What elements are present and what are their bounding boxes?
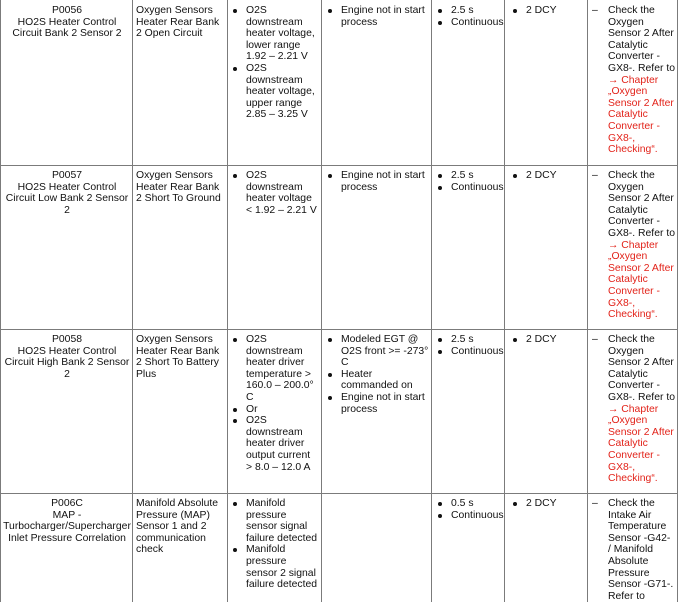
action-cell (592, 170, 676, 321)
table-row (0, 165, 678, 329)
action-text (592, 334, 676, 485)
time-item: 2.5 s (437, 5, 497, 17)
fault-code: P0058 (51, 334, 83, 345)
enable-condition-item: Heater commanded on (327, 369, 429, 392)
description-cell (136, 334, 224, 380)
criteria-cell (232, 334, 318, 473)
criteria-list (232, 334, 318, 473)
criteria-item: O2S downstream heater voltage, upper range 2.85 – 3.25 V (232, 63, 318, 121)
fault-name: HO2S Heater Control Circuit Low Bank 2 Sensor 2 (5, 181, 129, 216)
table-row (0, 493, 678, 602)
description-cell (136, 498, 224, 556)
fault-name: MAP - Turbocharger/Supercharger Inlet Pressure Correlation (3, 509, 131, 544)
fault-code-cell (3, 5, 131, 40)
fault-code: P0056 (51, 5, 83, 16)
action-instruction: Check the Oxygen Sensor 2 After Catalytic Converter - GX8-. Refer to (608, 5, 675, 74)
criteria-list (232, 170, 318, 216)
dash-marker: – (592, 334, 598, 345)
fault-code-cell (3, 334, 131, 380)
fault-description: Oxygen Sensors Heater Rear Bank 2 Short To Battery Plus (136, 334, 220, 380)
criteria-item: O2S downstream heater voltage, lower range 1.92 – 2.21 V (232, 5, 318, 63)
mil-cell (512, 498, 588, 510)
action-instruction: Check the Oxygen Sensor 2 After Catalytic Converter - GX8-. Refer to (608, 334, 675, 403)
time-cell (437, 5, 504, 28)
action-instruction: Check the Oxygen Sensor 2 After Catalytic Converter - GX8-. Refer to (608, 170, 675, 239)
action-instruction: Check the Intake Air Temperature Sensor -G42- / Manifold Absolute Pressure Sensor -G71-. Refer to (608, 498, 674, 602)
chapter-link[interactable]: → Chapter „Oxygen Sensor 2 After Catalytic Converter - GX8-, Checking“. (608, 74, 674, 156)
fault-description: Manifold Absolute Pressure (MAP) Sensor 1 and 2 communication check (136, 498, 219, 556)
enable-conditions-cell (327, 5, 429, 28)
dash-marker: – (592, 498, 598, 509)
time-list (437, 334, 504, 357)
action-cell (592, 5, 676, 156)
time-item: Continuous (437, 182, 497, 194)
mil-list (512, 170, 588, 182)
mil-list (512, 334, 588, 346)
mil-item: 2 DCY (512, 5, 588, 17)
enable-condition-item: Engine not in start process (327, 392, 429, 415)
criteria-item: Or (232, 404, 318, 416)
fault-code-cell (3, 170, 131, 216)
action-cell (592, 498, 676, 602)
mil-list (512, 498, 588, 510)
time-item: 0.5 s (437, 498, 497, 510)
mil-item: 2 DCY (512, 498, 588, 510)
mil-item: 2 DCY (512, 170, 588, 182)
fault-code: P006C (51, 498, 83, 509)
time-item: Continuous (437, 346, 497, 358)
table-row (0, 329, 678, 493)
criteria-item: O2S downstream heater driver output current > 8.0 – 12.0 A (232, 415, 318, 473)
enable-conditions-cell (327, 170, 429, 193)
time-list (437, 5, 504, 28)
criteria-item: Manifold pressure sensor 2 signal failure detected (232, 544, 318, 590)
enable-condition-list (327, 5, 429, 28)
description-cell (136, 170, 224, 205)
enable-condition-list (327, 334, 429, 415)
criteria-cell (232, 5, 318, 121)
mil-cell (512, 334, 588, 346)
chapter-link[interactable]: → Chapter „Oxygen Sensor 2 After Catalytic Converter - GX8-, Checking“. (608, 403, 674, 485)
time-list (437, 498, 504, 521)
time-item: 2.5 s (437, 334, 497, 346)
action-text (592, 5, 676, 156)
enable-conditions-cell (327, 334, 429, 415)
criteria-list (232, 498, 318, 591)
description-cell (136, 5, 224, 40)
criteria-item: Manifold pressure sensor signal failure detected (232, 498, 318, 544)
dash-marker: – (592, 5, 598, 16)
enable-condition-item: Modeled EGT @ O2S front >= -273° C (327, 334, 429, 369)
time-item: Continuous (437, 17, 497, 29)
mil-list (512, 5, 588, 17)
enable-condition-item: Engine not in start process (327, 170, 429, 193)
time-cell (437, 334, 504, 357)
criteria-list (232, 5, 318, 121)
action-cell (592, 334, 676, 485)
enable-condition-list (327, 170, 429, 193)
dash-marker: – (592, 170, 598, 181)
time-item: Continuous (437, 510, 497, 522)
criteria-item: O2S downstream heater driver temperature > 160.0 – 200.0° C (232, 334, 318, 404)
mil-cell (512, 5, 588, 17)
mil-cell (512, 170, 588, 182)
time-list (437, 170, 504, 193)
fault-description: Oxygen Sensors Heater Rear Bank 2 Open Circuit (136, 5, 220, 40)
time-item: 2.5 s (437, 170, 497, 182)
criteria-item: O2S downstream heater voltage < 1.92 – 2.21 V (232, 170, 318, 216)
enable-condition-item: Engine not in start process (327, 5, 429, 28)
criteria-cell (232, 498, 318, 591)
fault-code: P0057 (51, 170, 83, 181)
fault-description: Oxygen Sensors Heater Rear Bank 2 Short To Ground (136, 170, 221, 205)
mil-item: 2 DCY (512, 334, 588, 346)
action-text (592, 170, 676, 321)
fault-name: HO2S Heater Control Circuit Bank 2 Sensor 2 (12, 16, 122, 40)
chapter-link[interactable]: → Chapter „Oxygen Sensor 2 After Catalytic Converter - GX8-, Checking“. (608, 239, 674, 321)
action-text (592, 498, 676, 602)
criteria-cell (232, 170, 318, 216)
time-cell (437, 170, 504, 193)
fault-code-cell (3, 498, 131, 544)
time-cell (437, 498, 504, 521)
fault-name: HO2S Heater Control Circuit High Bank 2 Sensor 2 (4, 345, 130, 380)
table-row (0, 0, 678, 165)
